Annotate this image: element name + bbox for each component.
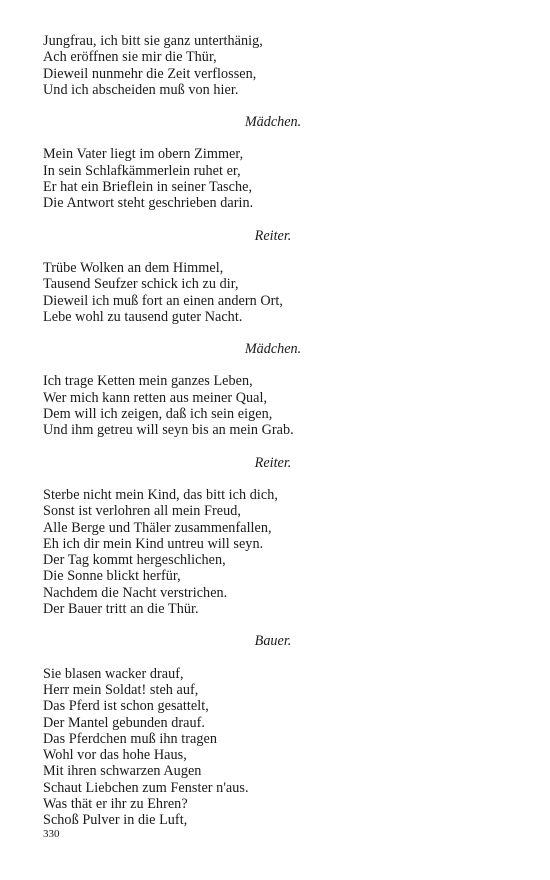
verse-line: Tausend Seufzer schick ich zu dir, — [43, 276, 239, 293]
verse-line: In sein Schlafkämmerlein ruhet er, — [43, 162, 241, 179]
verse-line: Die Antwort steht geschrieben darin. — [43, 195, 254, 212]
verse-line: Dieweil nunmehr die Zeit verflossen, — [43, 65, 257, 82]
verse-line: Sterbe nicht mein Kind, das bitt ich dich, — [43, 486, 278, 503]
stanza — [43, 666, 503, 829]
verse-line: Und ihm getreu will seyn bis an mein Grab. — [43, 422, 294, 439]
verse-line: Er hat ein Brieflein in seiner Tasche, — [43, 179, 253, 196]
verse-line: Der Mantel gebunden drauf. — [43, 714, 206, 731]
stanza — [43, 260, 503, 325]
verse-line: Schoß Pulver in die Luft, — [43, 812, 188, 829]
speaker-heading: Reiter. — [254, 227, 292, 244]
verse-line: Eh ich dir mein Kind untreu will seyn. — [43, 535, 264, 552]
verse-line: Und ich abscheiden muß von hier. — [43, 81, 239, 98]
verse-line: Schaut Liebchen zum Fenster n'aus. — [43, 779, 249, 796]
speaker-heading: Mädchen. — [244, 341, 302, 358]
stanza — [43, 373, 503, 438]
verse-line: Sonst ist verlohren all mein Freud, — [43, 503, 241, 520]
speaker-heading: Bauer. — [254, 633, 292, 650]
poem-text — [43, 33, 503, 829]
verse-line: Nachdem die Nacht verstrichen. — [43, 584, 228, 601]
verse-line: Wer mich kann retten aus meiner Qual, — [43, 389, 268, 406]
verse-line: Jungfrau, ich bitt sie ganz unterthänig, — [43, 33, 263, 49]
speaker-heading: Mädchen. — [244, 114, 302, 131]
verse-line: Das Pferdchen muß ihn tragen — [43, 730, 217, 747]
verse-line: Sie blasen wacker drauf, — [43, 665, 184, 682]
verse-line: Lebe wohl zu tausend guter Nacht. — [43, 308, 243, 325]
verse-line: Mein Vater liegt im obern Zimmer, — [43, 146, 244, 163]
verse-line: Mit ihren schwarzen Augen — [43, 763, 202, 780]
verse-line: Ach eröffnen sie mir die Thür, — [43, 49, 217, 66]
page-number: 330 — [43, 828, 60, 840]
speaker-heading: Reiter. — [254, 454, 292, 471]
verse-line: Ich trage Ketten mein ganzes Leben, — [43, 373, 253, 390]
verse-line: Was thät er ihr zu Ehren? — [43, 795, 188, 812]
verse-line: Das Pferd ist schon gesattelt, — [43, 698, 209, 715]
verse-line: Der Bauer tritt an die Thür. — [43, 601, 199, 618]
verse-line: Trübe Wolken an dem Himmel, — [43, 259, 224, 276]
stanza — [43, 487, 503, 617]
stanza — [43, 146, 503, 211]
verse-line: Herr mein Soldat! steh auf, — [43, 681, 199, 698]
verse-line: Die Sonne blickt herfür, — [43, 568, 181, 585]
verse-line: Wohl vor das hohe Haus, — [43, 747, 187, 764]
verse-line: Dem will ich zeigen, daß ich sein eigen, — [43, 406, 273, 423]
stanza — [43, 33, 503, 98]
verse-line: Dieweil ich muß fort an einen andern Ort, — [43, 292, 284, 309]
verse-line: Der Tag kommt hergeschlichen, — [43, 552, 226, 569]
verse-line: Alle Berge und Thäler zusammenfallen, — [43, 519, 272, 536]
